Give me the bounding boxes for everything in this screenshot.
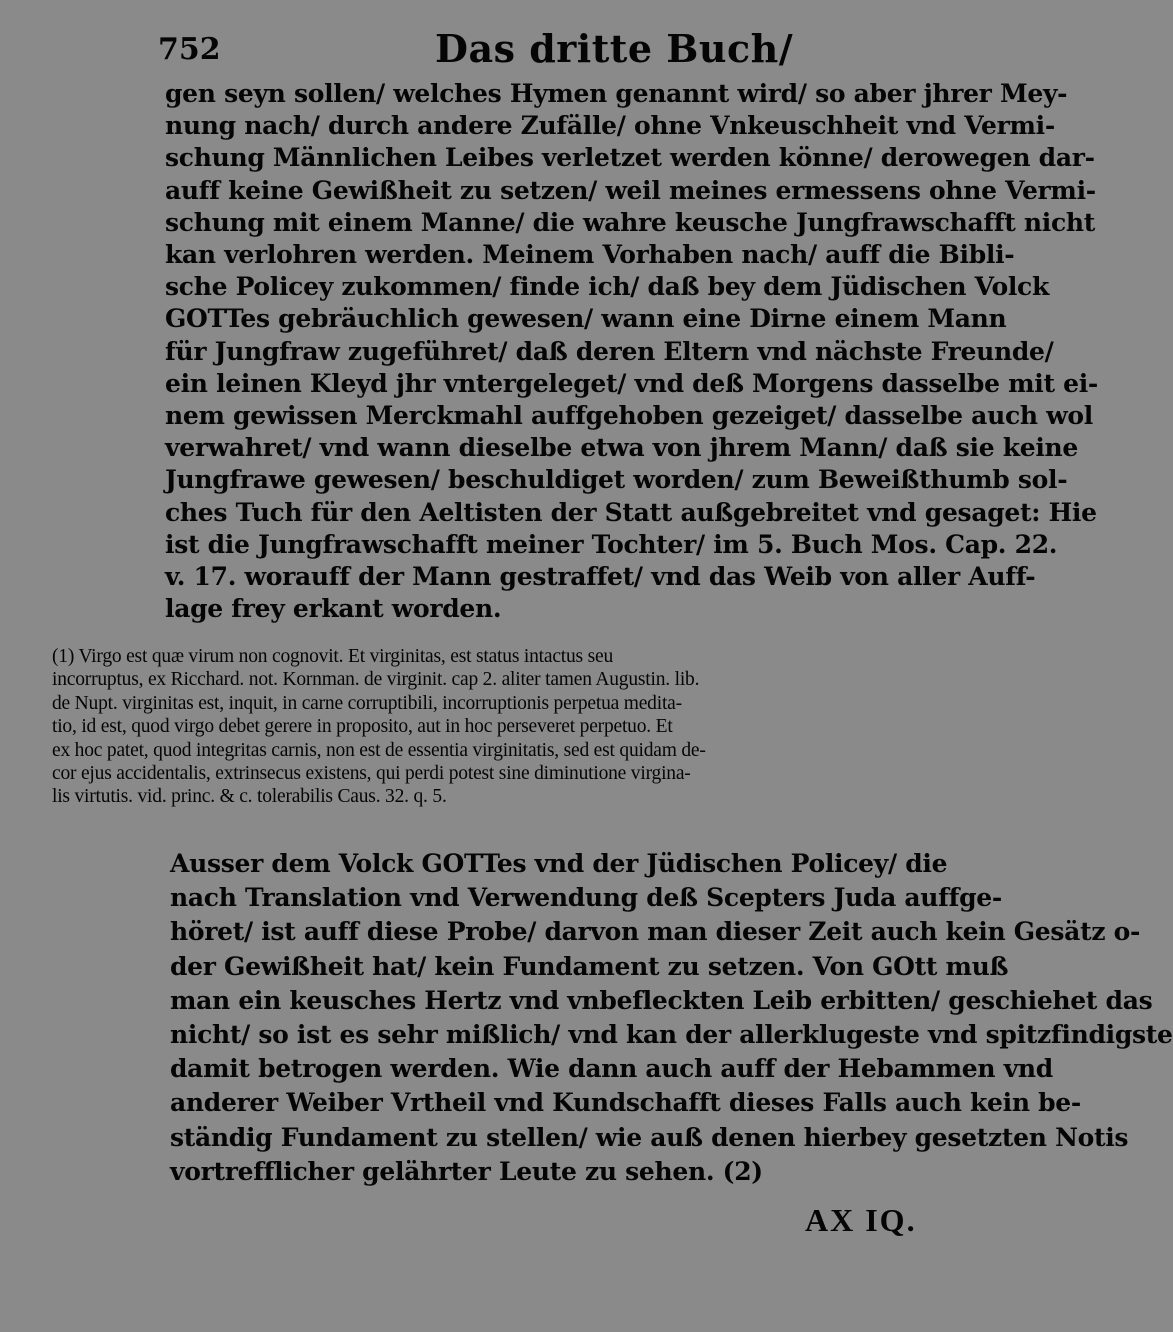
- text-line: schung Männlichen Leibes verletzet werden könne/ derowegen dar-: [165, 143, 1095, 173]
- text-line: ständig Fundament zu stellen/ wie auß denen hierbey gesetzten Notis: [170, 1122, 1129, 1152]
- text-line: auff keine Gewißheit zu setzen/ weil meines ermessens ohne Vermi-: [165, 175, 1096, 205]
- text-line: höret/ ist auff diese Probe/ darvon man dieser Zeit auch kein Gesätz o-: [170, 917, 1141, 947]
- text-line: anderer Weiber Vrtheil vnd Kundschafft dieses Falls auch kein be-: [170, 1088, 1081, 1118]
- text-line: Ausser dem Volck GOTTes vnd der Jüdischen Policey/ die: [170, 849, 948, 878]
- text-line: nung nach/ durch andere Zufälle/ ohne Vnkeuschheit vnd Vermi-: [165, 111, 1055, 141]
- text-line: nicht/ so ist es sehr mißlich/ vnd kan der allerklugeste vnd spitzfindigste: [170, 1020, 1173, 1050]
- note-line: ex hoc patet, quod integritas carnis, non est de essentia virginitatis, sed est quidam de-: [52, 739, 706, 761]
- page-number: 752: [158, 32, 221, 67]
- text-line: ist die Jungfrawschafft meiner Tochter/ im 5. Buch Mos. Cap. 22.: [165, 529, 1058, 559]
- text-line: sche Policey zukommen/ finde ich/ daß bey dem Jüdischen Volck: [165, 272, 1049, 302]
- text-line: ein leinen Kleyd jhr vntergeleget/ vnd deß Morgens dasselbe mit ei-: [165, 368, 1099, 398]
- catchword: AX IQ.: [805, 1202, 917, 1238]
- text-line: schung mit einem Manne/ die wahre keusche Jungfrawschafft nicht: [165, 207, 1096, 237]
- note-line: cor ejus accidentalis, extrinsecus existens, qui perdi potest sine diminutione virgina-: [52, 763, 691, 785]
- text-line: der Gewißheit hat/ kein Fundament zu setzen. Von GOtt muß: [170, 951, 1009, 981]
- note-line: (1) Virgo est quæ virum non cognovit. Et virginitas, est status intactus seu: [52, 646, 614, 667]
- text-line: GOTTes gebräuchlich gewesen/ wann eine Dirne einem Mann: [165, 304, 1007, 334]
- page-header: [150, 26, 950, 76]
- text-line: für Jungfraw zugeführet/ daß deren Eltern vnd nächste Freunde/: [165, 336, 1054, 366]
- note-line: tio, id est, quod virgo debet gerere in proposito, aut in hoc perseveret perpetuo. Et: [52, 716, 673, 738]
- text-line: lage frey erkant worden.: [165, 594, 502, 624]
- note-line: incorruptus, ex Ricchard. not. Kornman. de virginit. cap 2. aliter tamen Augustin. lib.: [52, 669, 700, 691]
- text-line: ches Tuch für den Aeltisten der Statt außgebreitet vnd gesaget: Hie: [165, 497, 1097, 527]
- text-line: vortrefflicher gelährter Leute zu sehen. (2): [170, 1156, 763, 1186]
- text-line: Jungfrawe gewesen/ beschuldiget worden/ zum Beweißthumb sol-: [165, 465, 1068, 495]
- main-paragraph: [165, 78, 1099, 625]
- text-line: nach Translation vnd Verwendung deß Scepters Juda auffge-: [170, 883, 1002, 913]
- text-line: verwahret/ vnd wann dieselbe etwa von jhrem Mann/ daß sie keine: [165, 433, 1079, 463]
- note-line: lis virtutis. vid. princ. & c. tolerabilis Caus. 32. q. 5.: [52, 786, 447, 808]
- text-line: gen seyn sollen/ welches Hymen genannt wird/ so aber jhrer Mey-: [165, 79, 1068, 108]
- footnote-block: [52, 645, 947, 809]
- text-line: v. 17. worauff der Mann gestraffet/ vnd das Weib von aller Auff-: [165, 562, 1036, 592]
- note-line: de Nupt. virginitas est, inquit, in carne corruptibili, incorruptionis perpetua medita-: [52, 692, 682, 714]
- text-line: damit betrogen werden. Wie dann auch auff der Hebammen vnd: [170, 1054, 1053, 1084]
- text-line: nem gewissen Merckmahl auffgehoben gezeiget/ dasselbe auch wol: [165, 401, 1093, 431]
- second-paragraph: [170, 847, 1173, 1189]
- running-title: Das dritte Buch/: [435, 26, 794, 71]
- text-line: kan verlohren werden. Meinem Vorhaben nach/ auff die Bibli-: [165, 240, 1015, 270]
- text-line: man ein keusches Hertz vnd vnbefleckten Leib erbitten/ geschiehet das: [170, 985, 1153, 1015]
